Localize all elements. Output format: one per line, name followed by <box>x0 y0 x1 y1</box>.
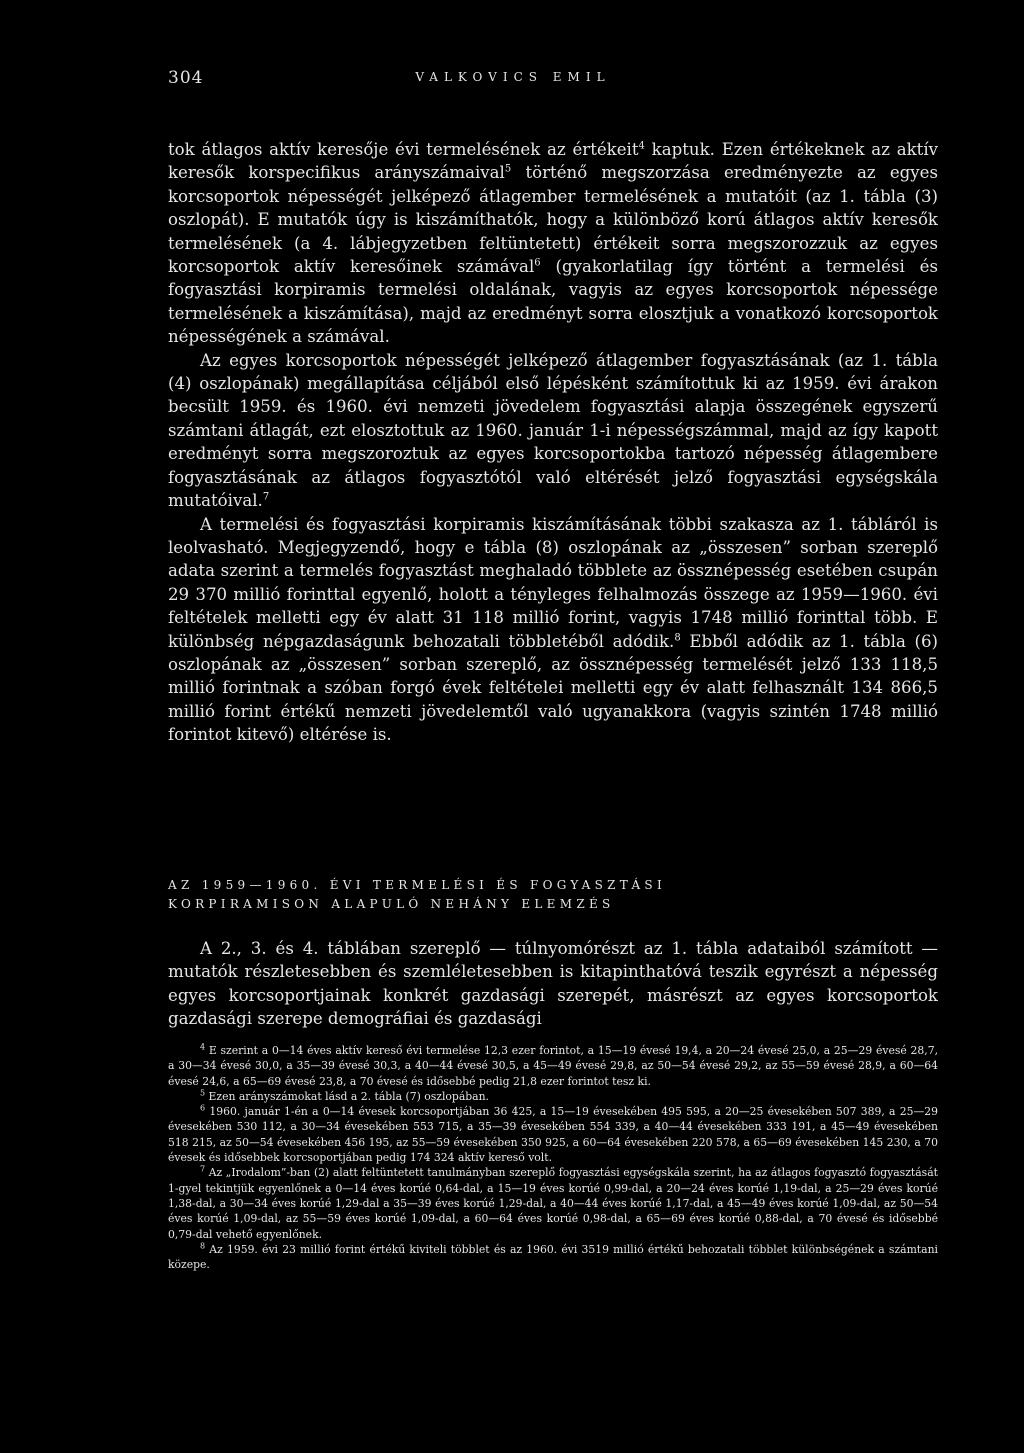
footnote-6: $^6$ 1960. január 1-én a 0—14 évesek korcsoportjában 36 425, a 15—19 évesekében 495 595, a 20—25 évesekében 507 389, a 25—29 évesekében 530 112, a 30—34 évesekében 553 715, a 35—39 évesekében 554 339, a 40—44 évesekében 333 191, a 45—49 évesekében 518 215, az 50—54 évesekében 456 195, az 55—59 évesekében 350 925, a 60—64 évesekében 220 578, a 65—69 évesekében 145 230, a 70 évesek és idősebbek korcsoportjában pedig 174 324 aktív kereső volt. <box>168 1103 938 1165</box>
running-head: VALKOVICS EMIL <box>415 70 611 84</box>
footnote-ref-8[interactable]: 8 <box>674 632 681 643</box>
page-number: 304 <box>168 68 204 88</box>
footnote-ref-5[interactable]: 5 <box>504 163 512 175</box>
footnote-ref-7[interactable]: 7 <box>262 491 270 503</box>
body-text <box>168 138 938 747</box>
footnote-7: $^7$ Az „Irodalom”-ban (2) alatt feltüntetett tanulmányban szereplő fogyasztási egységskála szerint, ha az átlagos fogyasztó fogyasztását 1-gyel tekintjük egyenlőnek a 0—14 éves korúé 0,64-dal, a 15—19 éves korúé 0,99-dal, a 20—24 éves korúé 1,19-dal, a 25—29 éves korúé 1,38-dal, a 30—34 éves korúé 1,29-dal a 35—39 éves korúé 1,29-dal, a 40—44 éves korúé 1,17-dal, a 45—49 éves korúé 1,09-dal, az 50—54 éves korúé 1,09-dal, az 55—59 éves korúé 1,09-dal, a 60—64 éves korúé 0,98-dal, a 65—69 éves korúé 0,88-dal, a 70 évesé és idősebbé 0,79-dal vehető egyenlőnek. <box>168 1164 938 1241</box>
section-heading-line-1: AZ 1959—1960. ÉVI TERMELÉSI ÉS FOGYASZTÁSI <box>168 878 666 892</box>
page-header <box>168 68 858 92</box>
section-text <box>168 937 938 1031</box>
footnotes <box>168 1043 938 1272</box>
footnote-8: $^8$ Az 1959. évi 23 millió forint értékű kiviteli többlet és az 1960. évi 3519 millió értékű behozatali többlet különbségének a számtani közepe. <box>168 1241 938 1272</box>
footnote-4: $^4$ E szerint a 0—14 éves aktív kereső évi termelése 12,3 ezer forintot, a 15—19 évesé 19,4, a 20—24 évesé 25,0, a 25—29 évesé 28,7, a 30—34 évesé 30,0, a 35—39 évesé 30,3, a 40—44 évesé 30,5, a 45—49 évesé 29,8, az 50—54 évesé 29,2, az 55—59 évesé 28,9, a 60—64 évesé 24,6, a 65—69 évesé 23,8, a 70 évesé és idősebbé pedig 21,8 ezer forintot tesz ki. <box>168 1042 938 1088</box>
paragraph-2: Az egyes korcsoportok népességét jelképező átlagember fogyasztásának (az 1. tábla (4) oszlopának) megállapítása céljából első lépésként számítottuk ki az 1959. évi árakon becsült 1959. és 1960. évi nemzeti jövedelem fogyasztási alapja összegének egyszerű számtani átlagát, ezt elosztottuk az 1960. január 1-i népességszámmal, majd az így kapott eredményt sorra megszoroztuk az egyes korcsoportokba tartozó népesség átlagembere fogyasztásának az átlagos fogyasztótól való eltérését jelző fogyasztási egységskála mutatóival.$^7$ <box>168 350 938 511</box>
paragraph-1: tok átlagos aktív keresője évi termelésének az értékeit$^4$ kaptuk. Ezen értékeknek az aktív keresők korspecifikus arányszámaival$^5$ történő megszorzása eredményezte az egyes korcsoportok népességét jelképező átlagember termelésének a mutatóit (az 1. tábla (3) oszlopát). E mutatók úgy is kiszámíthatók, hogy a különböző korú átlagos aktív keresők termelésének (a 4. lábjegyzetben feltüntetett) értékeit sorra megszorozzuk az egyes korcsoportok aktív keresőinek számával$^6$ (gyakorlatilag így történt a termelési és fogyasztási korpiramis termelési oldalának, vagyis az egyes korcsoportok népessége termelésének a kiszámítása), majd az eredményt sorra elosztjuk a vonatkozó korcsoportok népességének a számával. <box>168 140 938 347</box>
footnote-5: $^5$ Ezen arányszámokat lásd a 2. tábla (7) oszlopában. <box>200 1088 489 1103</box>
section-paragraph: A 2., 3. és 4. táblában szereplő — túlnyomórészt az 1. tábla adataiból számított — mutatók részletesebben és szemléletesebben is kitapinthatóvá teszik egyrészt a népesség egyes korcsoportjainak konkrét gazdasági szerepét, másrészt az egyes korcsoportok gazdasági szerepe demográfiai és gazdasági <box>168 939 938 1029</box>
section-heading <box>168 876 888 914</box>
section-heading-line-2: KORPIRAMISON ALAPULÓ NEHÁNY ELEMZÉS <box>168 897 615 911</box>
footnote-ref-4[interactable]: 4 <box>638 140 645 152</box>
paragraph-3: A termelési és fogyasztási korpiramis kiszámításának többi szakasza az 1. tábláról is leolvasható. Megjegyzendő, hogy e tábla (8) oszlopának az „összesen” sorban szereplő adata szerint a termelés fogyasztást meghaladó többlete az össznépesség esetében csupán 29 370 millió forinttal egyenlő, holott a tényleges felhalmozás összege az 1959—1960. évi feltételek melletti egy év alatt 31 118 millió forint, vagyis 1748 millió forinttal több. E különbség népgazdaságunk behozatali többletéből adódik.$^8$ Ebből adódik az 1. tábla (6) oszlopának az „összesen” sorban szereplő, az össznépesség termelését jelző 133 118,5 millió forintnak a szóban forgó évek feltételei melletti egy év alatt felhasznált 134 866,5 millió forint értékű nemzeti jövedelemtől való ugyanakkora (vagyis szintén 1748 millió forintot kitevő) eltérése is. <box>168 514 938 745</box>
footnote-ref-6[interactable]: 6 <box>534 257 541 269</box>
